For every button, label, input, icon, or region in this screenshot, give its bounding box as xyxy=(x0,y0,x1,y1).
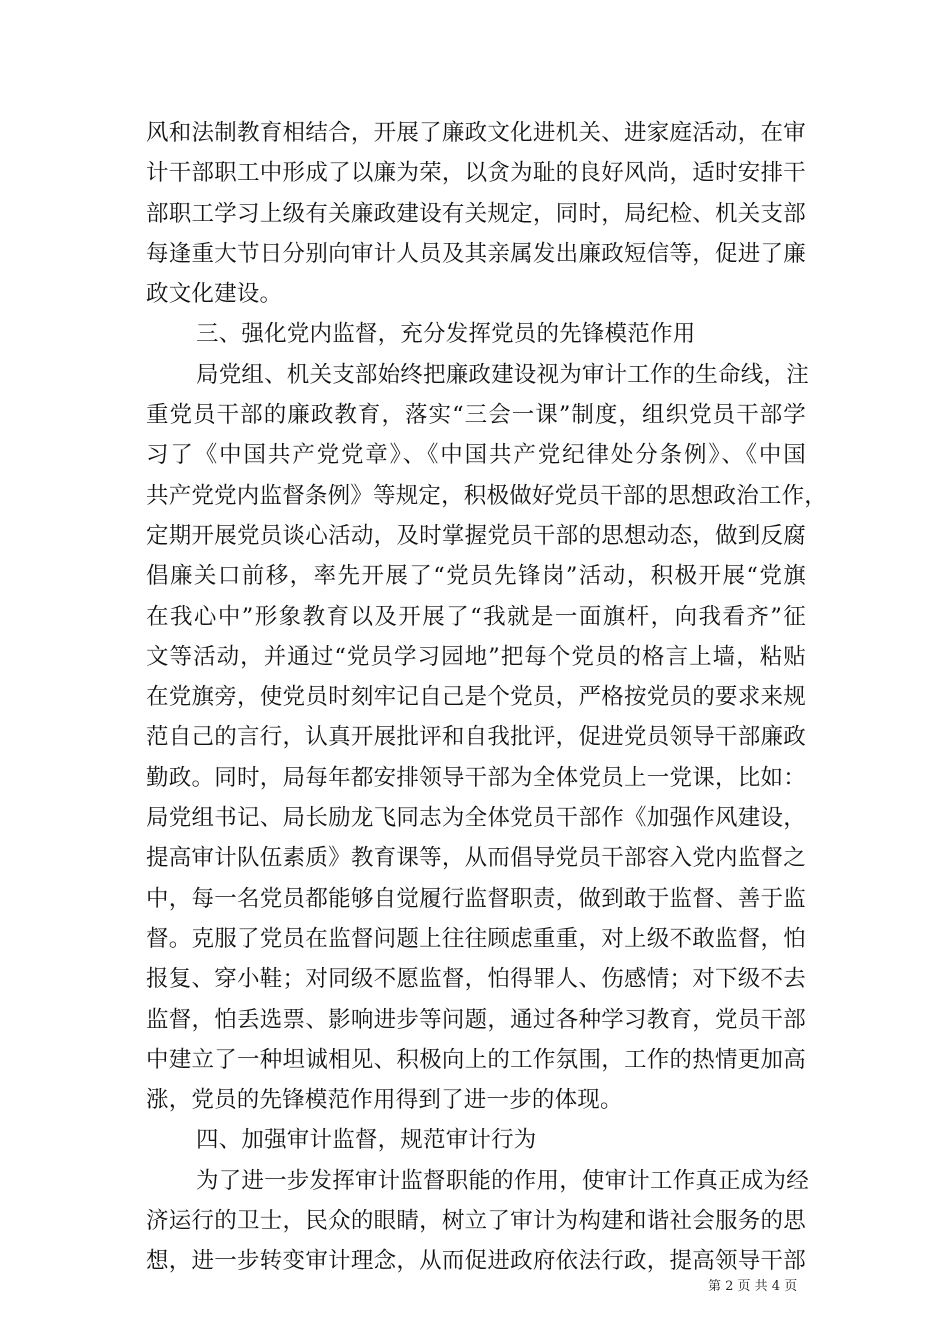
text-line: 想，进一步转变审计理念，从而促进政府依法行政，提高领导干部 xyxy=(146,1248,806,1275)
paragraph-first-line: 局党组、机关支部始终把廉政建设视为审计工作的生命线，注 xyxy=(196,361,809,388)
text-line: 部职工学习上级有关廉政建设有关规定，同时，局纪检、机关支部 xyxy=(146,200,806,227)
text-line: 定期开展党员谈心活动，及时掌握党员干部的思想动态，做到反腐 xyxy=(146,522,806,549)
text-line: 倡廉关口前移，率先开展了“党员先锋岗”活动，积极开展“党旗 xyxy=(146,563,806,590)
text-line: 重党员干部的廉政教育，落实“三会一课”制度，组织党员干部学 xyxy=(146,402,806,429)
text-line: 共产党党内监督条例》等规定，积极做好党员干部的思想政治工作， xyxy=(146,482,828,509)
text-line: 涨，党员的先锋模范作用得到了进一步的体现。 xyxy=(146,1087,623,1114)
page-number-footer: 第 2 页 共 4 页 xyxy=(708,1279,798,1294)
text-line: 范自己的言行，认真开展批评和自我批评，促进党员领导干部廉政 xyxy=(146,724,806,751)
text-line: 监督，怕丢选票、影响进步等问题，通过各种学习教育，党员干部 xyxy=(146,1006,806,1033)
text-line: 济运行的卫士，民众的眼睛，树立了审计为构建和谐社会服务的思 xyxy=(146,1208,806,1235)
document-body xyxy=(146,113,828,1282)
paragraph-first-line: 三、强化党内监督，充分发挥党员的先锋模范作用 xyxy=(196,321,696,348)
text-line: 在我心中”形象教育以及开展了“我就是一面旗杆，向我看齐”征 xyxy=(146,603,806,630)
paragraph-first-line: 四、加强审计监督，规范审计行为 xyxy=(196,1127,537,1154)
text-line: 局党组书记、局长励龙飞同志为全体党员干部作《加强作风建设， xyxy=(146,805,806,832)
text-line: 提高审计队伍素质》教育课等，从而倡导党员干部容入党内监督之 xyxy=(146,845,806,872)
paragraph-first-line: 为了进一步发挥审计监督职能的作用，使审计工作真正成为经 xyxy=(196,1167,809,1194)
text-line: 中，每一名党员都能够自觉履行监督职责，做到敢于监督、善于监 xyxy=(146,885,806,912)
text-line: 风和法制教育相结合，开展了廉政文化进机关、进家庭活动，在审 xyxy=(146,120,806,146)
text-line: 中建立了一种坦诚相见、积极向上的工作氛围，工作的热情更加高 xyxy=(146,1046,806,1073)
text-line: 文等活动，并通过“党员学习园地”把每个党员的格言上墙，粘贴 xyxy=(146,643,806,670)
text-line: 在党旗旁，使党员时刻牢记自己是个党员，严格按党员的要求来规 xyxy=(146,684,806,711)
text-line: 习了《中国共产党党章》、《中国共产党纪律处分条例》、《中国 xyxy=(146,442,806,469)
text-line: 勤政。同时，局每年都安排领导干部为全体党员上一党课，比如： xyxy=(146,764,806,791)
text-line: 督。克服了党员在监督问题上往往顾虑重重，对上级不敢监督，怕 xyxy=(146,925,806,952)
text-line: 政文化建设。 xyxy=(146,281,283,308)
text-line: 计干部职工中形成了以廉为荣，以贪为耻的良好风尚，适时安排干 xyxy=(146,160,806,187)
text-line: 报复、穿小鞋；对同级不愿监督，怕得罪人、伤感情；对下级不去 xyxy=(146,966,806,993)
text-line: 每逢重大节日分别向审计人员及其亲属发出廉政短信等，促进了廉 xyxy=(146,240,806,267)
